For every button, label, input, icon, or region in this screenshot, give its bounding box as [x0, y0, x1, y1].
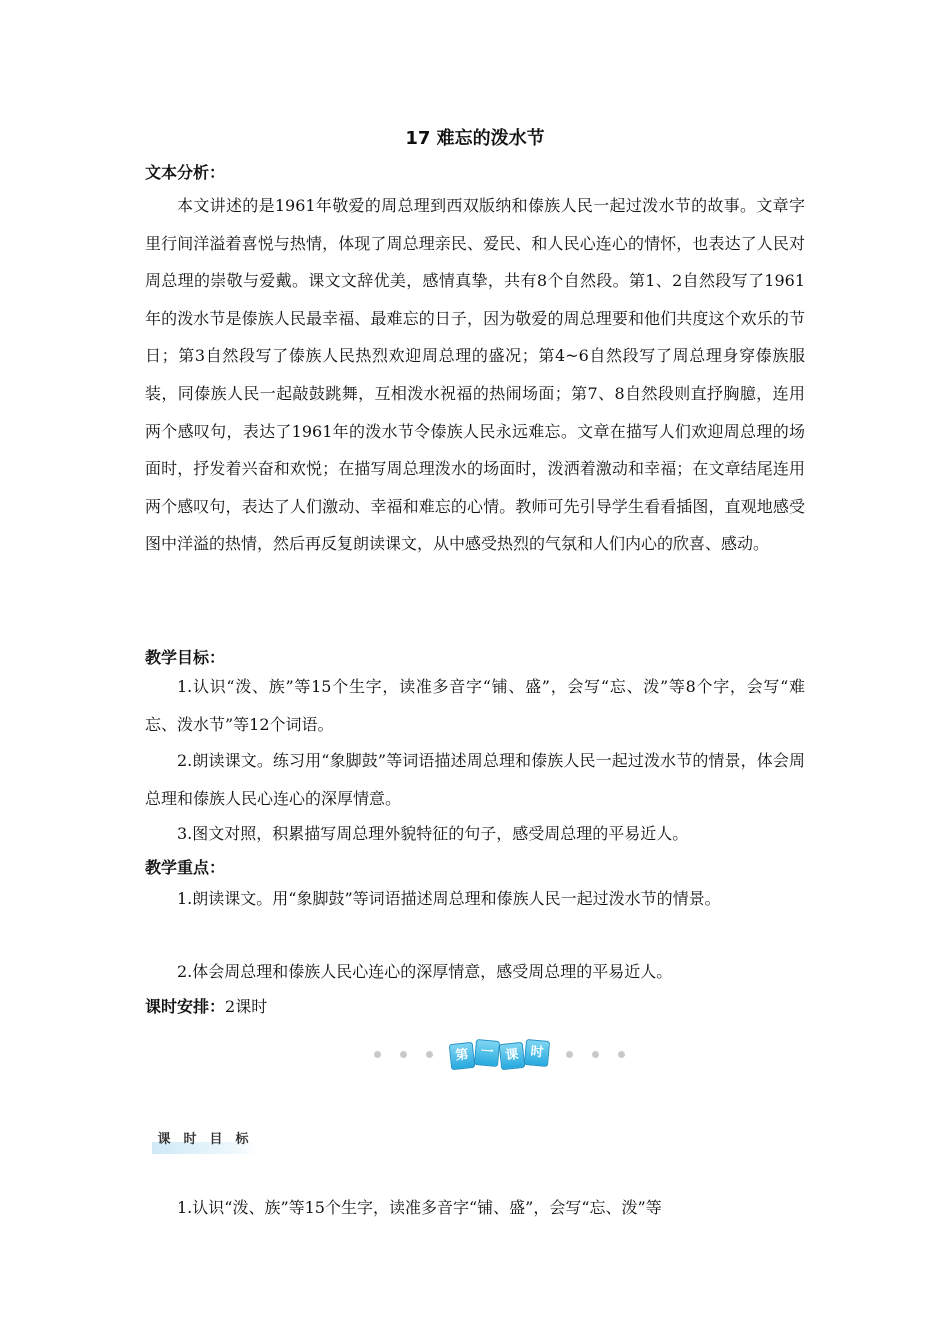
lesson-goal-item-1: 1.认识“泼、族”等15个生字，读准多音字“铺、盛”，会写“忘、泼”等 — [177, 1198, 662, 1217]
lesson-goal-char: 课 — [157, 1132, 171, 1147]
lesson-badge — [450, 1040, 549, 1070]
lesson-goal-char: 时 — [183, 1132, 197, 1147]
divider-dot — [566, 1051, 573, 1058]
lesson-goal-char: 目 — [209, 1132, 223, 1147]
lesson-badge-char: 时 — [524, 1039, 550, 1067]
lesson-goal-char: 标 — [235, 1132, 249, 1147]
analysis-heading: 文本分析： — [145, 163, 226, 182]
goals-heading: 教学目标： — [145, 648, 226, 667]
schedule-line — [145, 994, 267, 1017]
key-point-item-2: 2.体会周总理和傣族人民心连心的深厚情意，感受周总理的平易近人。 — [177, 962, 673, 981]
lesson-badge-char: 课 — [499, 1042, 526, 1070]
divider-dot — [618, 1051, 625, 1058]
goal-item-2: 2.朗读课文。练习用“象脚鼓”等词语描述周总理和傣族人民一起过泼水节的情景，体会周总理和傣族人民心连心的深厚情意。 — [145, 751, 805, 808]
goal-item-1: 1.认识“泼、族”等15个生字，读准多音字“铺、盛”，会写“忘、泼”等8个字，会写“难忘、泼水节”等12个词语。 — [145, 677, 805, 734]
key-point-item-1: 1.朗读课文。用“象脚鼓”等词语描述周总理和傣族人民一起过泼水节的情景。 — [177, 889, 721, 908]
lesson-divider — [370, 1040, 640, 1070]
divider-dot — [426, 1051, 433, 1058]
divider-dot — [374, 1051, 381, 1058]
divider-dot — [400, 1051, 407, 1058]
goal-item-3: 3.图文对照，积累描写周总理外貌特征的句子，感受周总理的平易近人。 — [177, 824, 689, 843]
lesson-badge-char: 第 — [449, 1042, 476, 1070]
schedule-label: 课时安排： — [145, 997, 226, 1016]
divider-dot — [592, 1051, 599, 1058]
lesson-goal-label — [152, 1126, 257, 1156]
schedule-value: 2课时 — [225, 997, 268, 1016]
key-points-heading: 教学重点： — [145, 858, 226, 877]
page-title: 17 难忘的泼水节 — [405, 128, 545, 149]
analysis-paragraph: 本文讲述的是1961年敬爱的周总理到西双版纳和傣族人民一起过泼水节的故事。文章字里行间洋溢着喜悦与热情，体现了周总理亲民、爱民、和人民心连心的情怀，也表达了人民对周总理的崇敬与爱戴。课文文辞优美，感情真挚，共有8个自然段。第1、2自然段写了1961年的泼水节是傣族人民最幸福、最难忘的日子，因为敬爱的周总理要和他们共度这个欢乐的节日；第3自然段写了傣族人民热烈欢迎周总理的盛况；第4~6自然段写了周总理身穿傣族服装，同傣族人民一起敲鼓跳舞，互相泼水祝福的热闹场面；第7、8自然段则直抒胸臆，连用两个感叹句，表达了1961年的泼水节令傣族人民永远难忘。文章在描写人们欢迎周总理的场面时，抒发着兴奋和欢悦；在描写周总理泼水的场面时，泼洒着激动和幸福；在文章结尾连用两个感叹句，表达了人们激动、幸福和难忘的心情。教师可先引导学生看看插图，直观地感受图中洋溢的热情，然后再反复朗读课文，从中感受热烈的气氛和人们内心的欣喜、感动。 — [145, 196, 805, 554]
lesson-badge-char: 一 — [474, 1039, 500, 1067]
